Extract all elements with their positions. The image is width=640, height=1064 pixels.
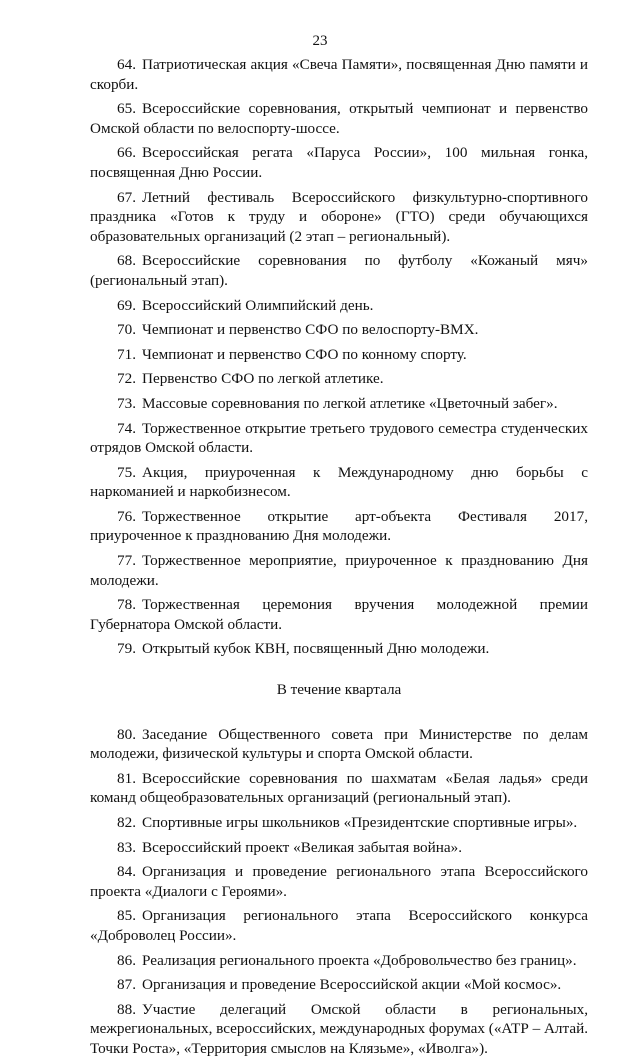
item-number: 87. [117, 976, 136, 994]
item-number: 76. [117, 507, 136, 525]
list-item [90, 463, 588, 502]
item-number: 75. [117, 463, 136, 481]
item-text: Чемпионат и первенство СФО по конному спорту. [141, 345, 467, 363]
item-text: Летний фестиваль Всероссийского физкультурно-спортивного праздника «Готов к труду и обороне» (ГТО) среди обучающихся образовательных организаций (2 этап – региональный). [90, 188, 588, 245]
item-text: Торжественное мероприятие, приуроченное к празднованию Дня молодежи. [90, 552, 588, 589]
item-number: 68. [117, 252, 136, 270]
item-text: Открытый кубок КВН, посвященный Дню молодежи. [141, 640, 490, 658]
list-item [90, 55, 588, 94]
list-item [90, 813, 588, 833]
list-item [90, 369, 588, 389]
item-number: 71. [117, 345, 136, 363]
list-item [90, 1000, 588, 1059]
item-number: 64. [117, 56, 136, 73]
item-number: 73. [117, 394, 136, 412]
item-number: 77. [117, 552, 136, 570]
item-text: Организация и проведение регионального этапа Всероссийского проекта «Диалоги с Героями». [90, 863, 588, 900]
item-number: 66. [117, 144, 136, 162]
item-number: 70. [117, 321, 136, 339]
item-text: Организация регионального этапа Всероссийского конкурса «Доброволец России». [90, 907, 588, 944]
list-item [90, 345, 588, 365]
item-number: 74. [117, 419, 136, 437]
item-number: 82. [117, 814, 136, 831]
item-text: Всероссийский проект «Великая забытая война». [141, 838, 463, 856]
item-number: 88. [117, 1000, 136, 1018]
item-number: 72. [117, 370, 136, 388]
list-item [90, 906, 588, 945]
item-text: Всероссийские соревнования по футболу «Кожаный мяч» (региональный этап). [90, 252, 588, 289]
item-text: Всероссийские соревнования по шахматам «Белая ладья» среди команд общеобразовательных организаций (региональный этап). [90, 769, 588, 807]
list-item [90, 143, 588, 182]
list-item [90, 551, 588, 590]
list-item [90, 419, 588, 458]
item-number: 79. [117, 640, 136, 658]
item-number: 69. [117, 296, 136, 314]
item-number: 80. [117, 725, 136, 743]
item-text: Всероссийские соревнования, открытый чемпионат и первенство Омской области по велоспорту-шоссе. [90, 100, 588, 137]
item-text: Всероссийский Олимпийский день. [141, 296, 374, 314]
event-list-part-1 [90, 55, 588, 659]
item-number: 78. [117, 596, 136, 614]
item-text: Акция, приуроченная к Международному дню борьбы с наркоманией и наркобизнесом. [90, 463, 588, 501]
event-list-part-2 [90, 725, 588, 1059]
item-text: Патриотическая акция «Свеча Памяти», посвященная Дню памяти и скорби. [90, 56, 588, 93]
item-text: Массовые соревнования по легкой атлетике «Цветочный забег». [141, 394, 558, 412]
list-item [90, 251, 588, 290]
item-text: Реализация регионального проекта «Добровольчество без границ». [141, 951, 577, 969]
list-item [90, 862, 588, 901]
item-text: Всероссийская регата «Паруса России», 100 мильная гонка, посвященная Дню России. [90, 144, 588, 181]
list-item [90, 838, 588, 858]
document-body [90, 55, 588, 1064]
item-number: 81. [117, 769, 136, 787]
item-text: Организация и проведение Всероссийской акции «Мой космос». [141, 976, 562, 994]
list-item [90, 725, 588, 764]
item-number: 65. [117, 100, 136, 118]
item-number: 84. [117, 863, 136, 881]
item-number: 85. [117, 907, 136, 925]
item-text: Спортивные игры школьников «Президентские спортивные игры». [141, 814, 578, 831]
list-item [90, 188, 588, 247]
list-item [90, 394, 588, 414]
list-item [90, 639, 588, 659]
item-text: Участие делегаций Омской области в региональных, межрегиональных, всероссийских, международных форумах («АТР – Алтай. Точки Роста», «Территория смыслов на Клязьме», «Иволга»). [90, 1000, 588, 1057]
list-item [90, 99, 588, 138]
item-text: Чемпионат и первенство СФО по велоспорту-ВМХ. [141, 321, 479, 339]
page-number: 23 [312, 33, 328, 49]
item-number: 67. [117, 188, 136, 206]
list-item [90, 296, 588, 316]
list-item [90, 975, 588, 995]
item-text: Первенство СФО по легкой атлетике. [141, 370, 384, 388]
list-item [90, 951, 588, 971]
section-heading: В течение квартала [276, 681, 402, 699]
item-text: Торжественная церемония вручения молодежной премии Губернатора Омской области. [90, 596, 588, 633]
item-number: 83. [117, 838, 136, 856]
list-item [90, 320, 588, 340]
item-text: Торжественное открытие арт-объекта Фестиваля 2017, приуроченное к празднованию Дня молодежи. [90, 507, 588, 545]
item-text: Торжественное открытие третьего трудового семестра студенческих отрядов Омской области. [90, 419, 588, 457]
item-text: Заседание Общественного совета при Министерстве по делам молодежи, физической культуры и спорта Омской области. [90, 725, 588, 763]
item-number: 86. [117, 951, 136, 969]
list-item [90, 595, 588, 634]
list-item [90, 769, 588, 808]
list-item [90, 507, 588, 546]
